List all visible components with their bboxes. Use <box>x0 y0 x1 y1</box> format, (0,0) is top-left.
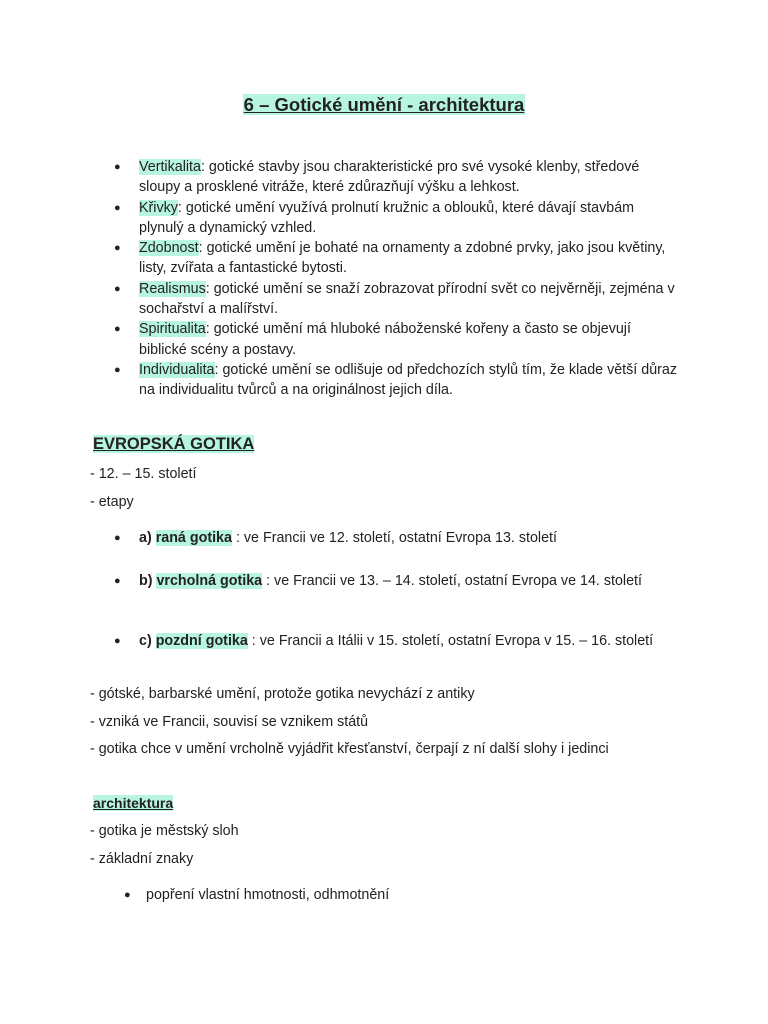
text-line: - gotika chce v umění vrcholně vyjádřit křesťanství, čerpají z ní další slohy i jedinci <box>90 741 609 757</box>
list-item <box>0 238 679 279</box>
etapa-prefix: a) <box>139 530 156 546</box>
etapa-prefix: c) <box>139 633 156 649</box>
bullet-icon: ● <box>124 889 131 901</box>
item-desc: : gotické umění je bohaté na ornamenty a zdobné prvky, jako jsou květiny, listy, zvířata a fantastické bytosti. <box>139 240 666 277</box>
etapa-text <box>139 629 669 654</box>
sub-heading-architektura <box>93 793 173 813</box>
etapa-desc: : ve Francii a Itálii v 15. století, ostatní Evropa v 15. – 16. století <box>247 633 654 649</box>
etapa-term: pozdní gotika <box>155 633 248 649</box>
section-heading-evropska-gotika <box>93 433 254 455</box>
etapa-prefix: b) <box>139 573 157 589</box>
etapa-desc: : ve Francii ve 13. – 14. století, ostatní Evropa ve 14. století <box>262 573 642 589</box>
bullet-icon: ● <box>114 575 121 587</box>
item-term: Spiritualita <box>139 321 206 338</box>
etapa-term: raná gotika <box>155 530 232 546</box>
bullet-text: popření vlastní hmotnosti, odhmotnění <box>146 887 390 903</box>
bullet-icon: ● <box>114 201 121 214</box>
intro-list <box>0 157 679 401</box>
item-term: Vertikalita <box>139 159 201 175</box>
item-desc: : gotické umění se odlišuje od předchozích stylů tím, že klade větší důraz na individualitu tvůrců a na originálnost jejich díla. <box>139 361 678 399</box>
page-title-text: 6 – Gotické umění - architektura <box>243 94 525 115</box>
list-item <box>0 319 679 360</box>
item-term: Zdobnost <box>139 240 199 257</box>
etapa-text <box>139 526 669 551</box>
etapy-line: - etapy <box>90 494 134 510</box>
item-term: Realismus <box>139 280 206 297</box>
list-item <box>0 360 679 401</box>
bullet-icon: ● <box>114 282 121 295</box>
item-desc: : gotické umění využívá prolnutí kružnic a oblouků, které dávají stavbám plynulý a dynamický vzhled. <box>139 199 635 236</box>
item-term: Křivky <box>139 199 178 216</box>
item-desc: : gotické umění se snaží zobrazovat přírodní svět co nejvěrněji, zejména v sochařství a malířství. <box>139 280 675 318</box>
text-line: - základní znaky <box>90 851 194 867</box>
bullet-icon: ● <box>114 323 121 336</box>
page-title <box>0 93 768 117</box>
section-heading-text: EVROPSKÁ GOTIKA <box>93 435 255 453</box>
etapa-desc: : ve Francii ve 12. století, ostatní Evropa 13. století <box>231 530 557 546</box>
century-line: - 12. – 15. století <box>90 466 197 482</box>
bullet-icon: ● <box>114 242 121 255</box>
bullet-icon: ● <box>114 635 121 647</box>
item-term: Individualita <box>139 361 215 378</box>
text-line: - gotika je městský sloh <box>90 823 239 839</box>
list-item <box>0 157 679 198</box>
bullet-icon: ● <box>114 532 121 544</box>
sub-heading-text: architektura <box>93 795 174 811</box>
etapa-term: vrcholná gotika <box>156 573 263 589</box>
item-desc: : gotické umění má hluboké náboženské kořeny a často se objevují biblické scény a postavy. <box>139 321 631 358</box>
list-item <box>0 198 679 239</box>
bullet-icon: ● <box>114 161 121 173</box>
etapa-text <box>139 569 669 594</box>
item-desc: : gotické stavby jsou charakteristické pro své vysoké klenby, středové sloupy a prosklené vitráže, které zdůrazňují výšku a lehkost. <box>139 159 640 196</box>
list-item <box>0 279 679 320</box>
bullet-icon: ● <box>114 363 121 376</box>
text-line: - gótské, barbarské umění, protože gotika nevychází z antiky <box>90 686 475 702</box>
text-line: - vzniká ve Francii, souvisí se vznikem států <box>90 714 369 730</box>
